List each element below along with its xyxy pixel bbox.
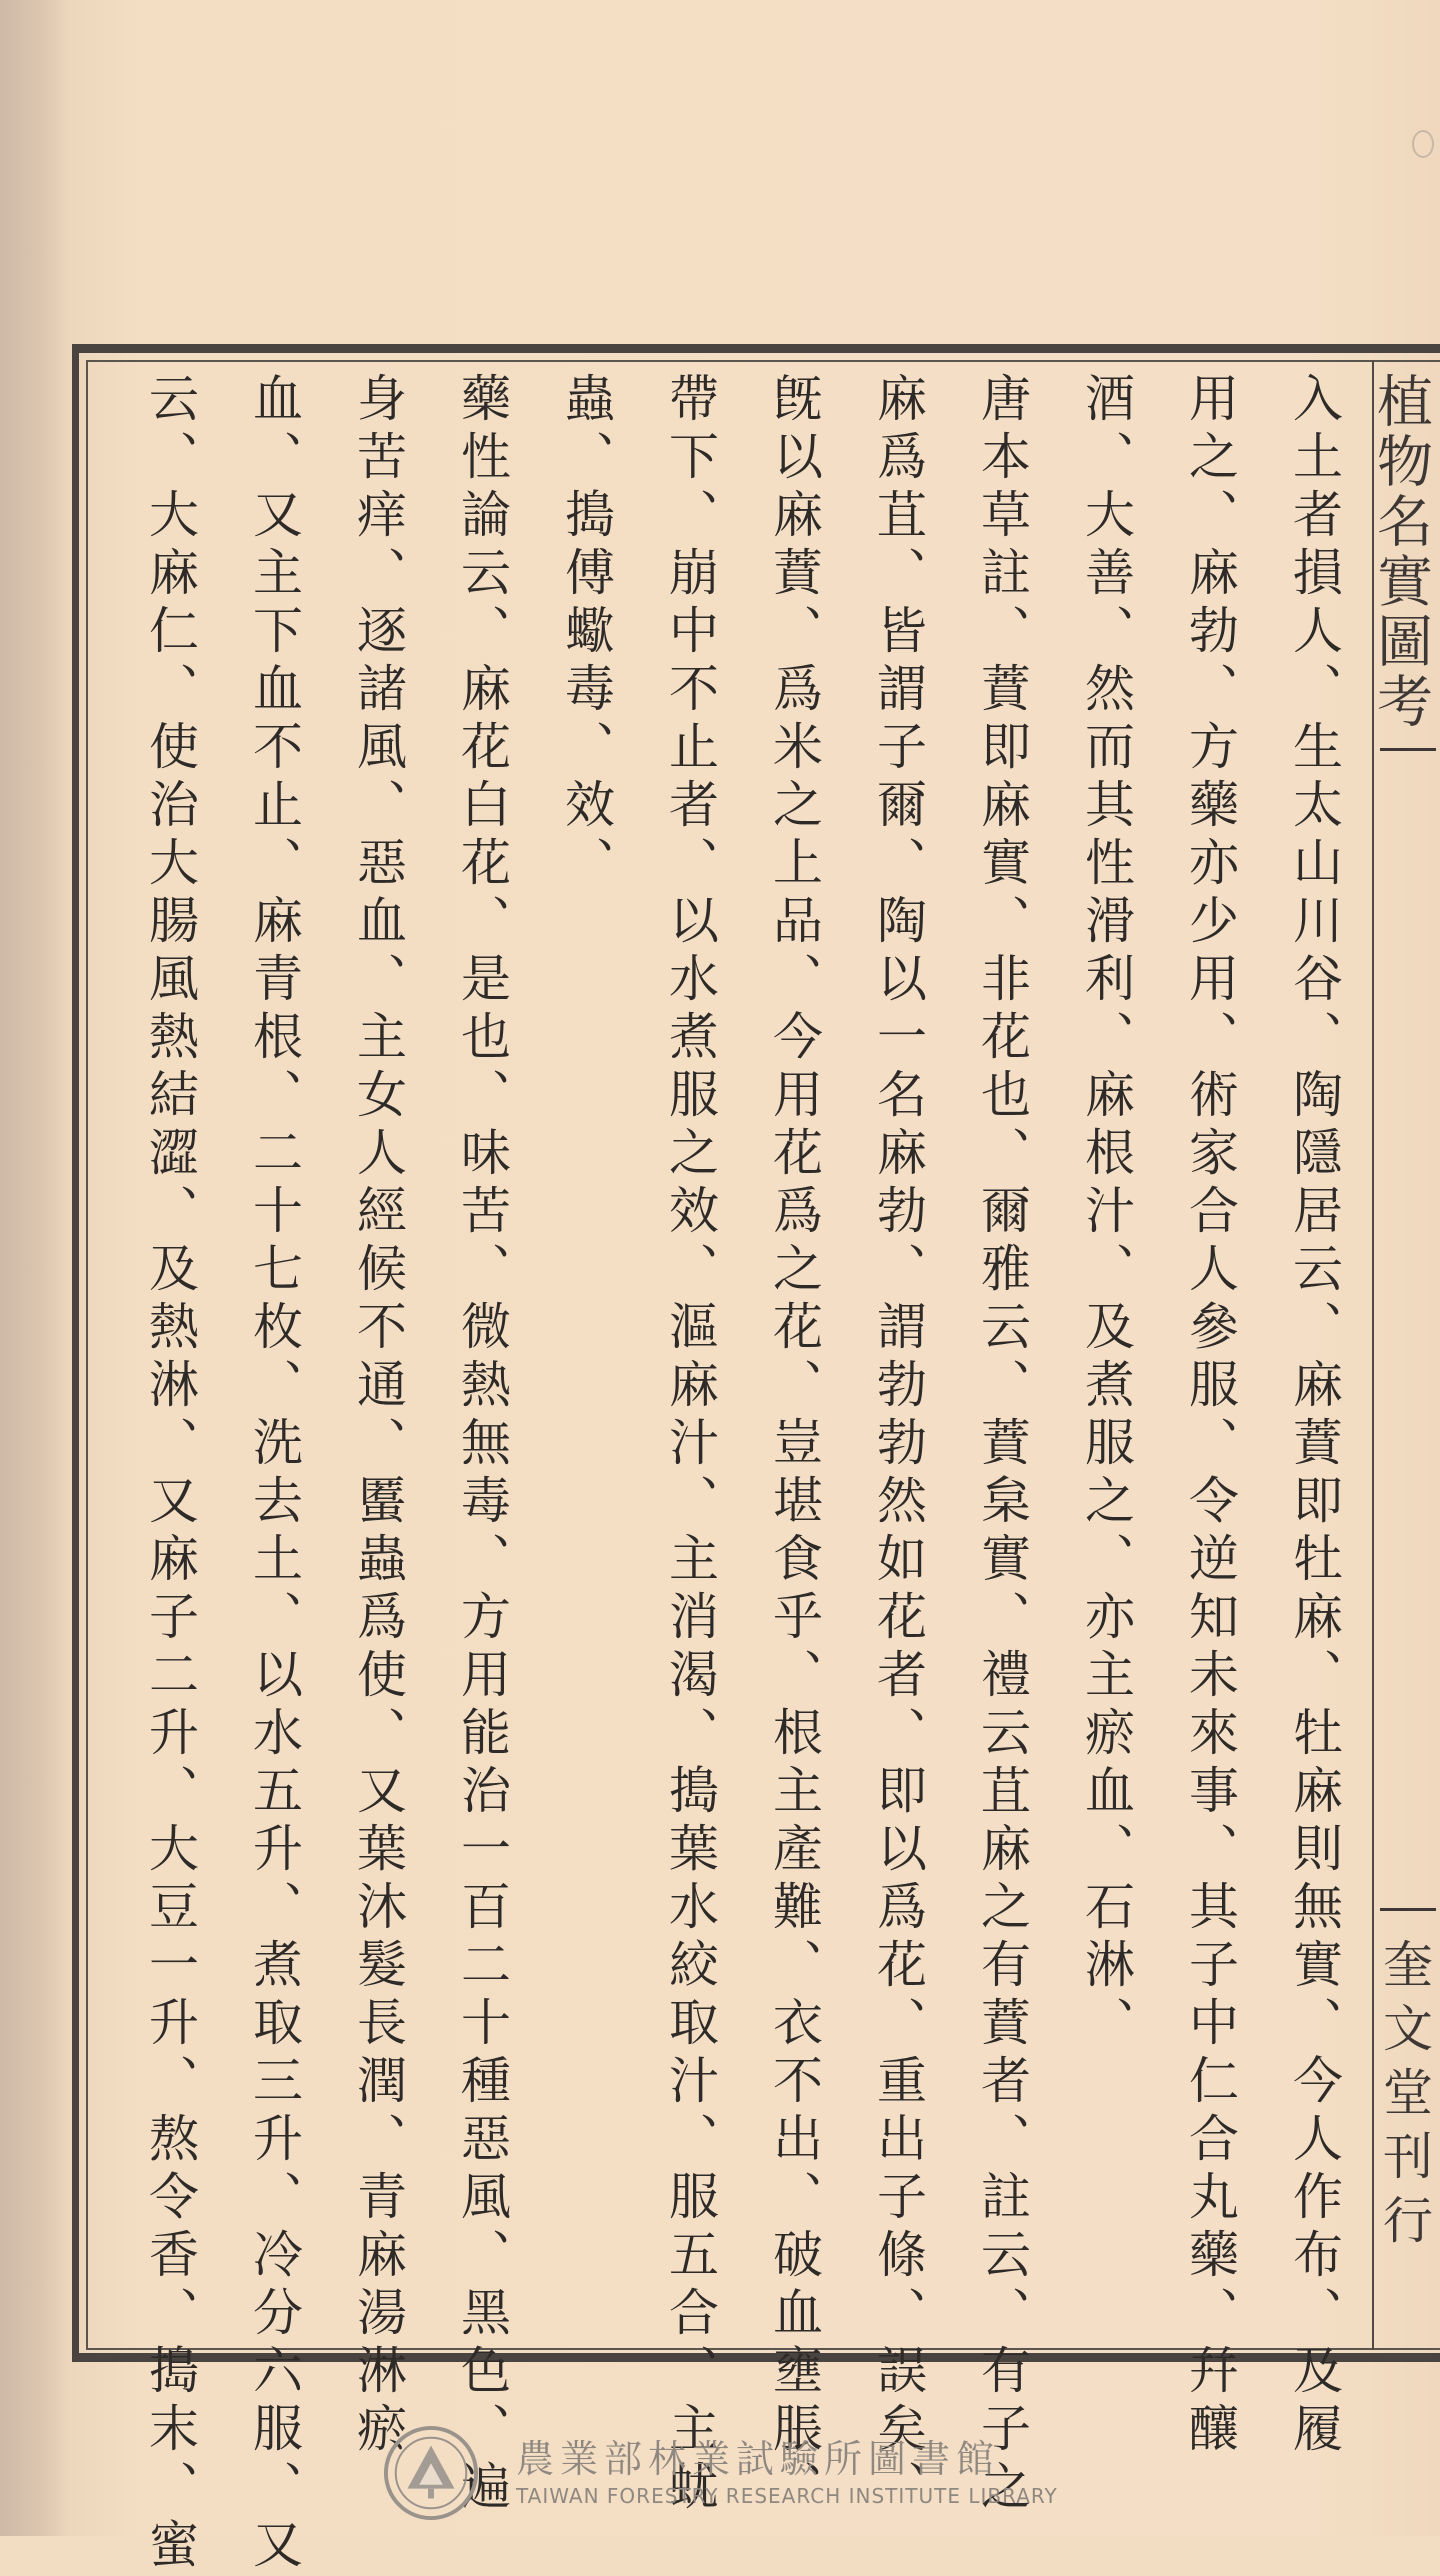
text-column: 入土者損人、生太山川谷、陶隱居云、麻蕡即牡麻、牡麻則無實、今人作布、及履 <box>1285 372 1343 2460</box>
text-column: 旣以麻蕡、爲米之上品、今用花爲之花、豈堪食乎、根主產難、衣不出、破血壅脹、 <box>765 372 823 2518</box>
text-column: 帶下、崩中不止者、以水煮服之效、漚麻汁、主消渴、搗葉水絞取汁、服五合、主蚘 <box>661 372 719 2518</box>
text-column: 藥性論云、麻花白花、是也、味苦、微熱無毒、方用能治一百二十種惡風、黑色、遍 <box>453 372 511 2518</box>
gutter-mark-lower <box>1380 1908 1436 1911</box>
text-column: 蟲、搗傅蠍毒、效、 <box>557 372 615 894</box>
publisher-name: 奎文堂刊行 <box>1375 1938 1433 2258</box>
text-column: 唐本草註、蕡即麻實、非花也、爾雅云、蕡枲實、禮云苴麻之有蕡者、註云、有子之 <box>973 372 1031 2518</box>
page-edge-mark <box>1412 130 1434 158</box>
text-column: 麻爲苴、皆謂子爾、陶以一名麻勃、謂勃勃然如花者、即以爲花、重出子條、誤矣、 <box>869 372 927 2518</box>
library-seal-icon <box>382 2424 480 2522</box>
text-column: 血、又主下血不止、麻青根、二十七枚、洗去土、以水五升、煮取三升、冷分六服、又 <box>245 372 303 2576</box>
library-name-english: TAIWAN FORESTRY RESEARCH INSTITUTE LIBRARY <box>516 2484 1058 2508</box>
text-column: 身苦痒、逐諸風、惡血、主女人經候不通、𧏾蟲爲使、又葉沐髮長潤、青麻湯淋瘀 <box>349 372 407 2460</box>
text-column: 酒、大善、然而其性滑利、麻根汁、及煮服之、亦主瘀血、石淋、 <box>1077 372 1135 2054</box>
text-column: 云、大麻仁、使治大腸風熱結澀、及熱淋、又麻子二升、大豆一升、熬令香、搗末、蜜 <box>141 372 199 2576</box>
gutter-mark-upper <box>1380 748 1436 751</box>
library-name-chinese: 農業部林業試驗所圖書館 <box>516 2437 1001 2481</box>
book-title: 植物名實圖考 <box>1368 372 1433 732</box>
library-watermark <box>370 2418 1090 2522</box>
text-column: 用之、麻勃、方藥亦少用、術家合人參服、令逆知未來事、其子中仁合丸藥、幷釀 <box>1181 372 1239 2460</box>
